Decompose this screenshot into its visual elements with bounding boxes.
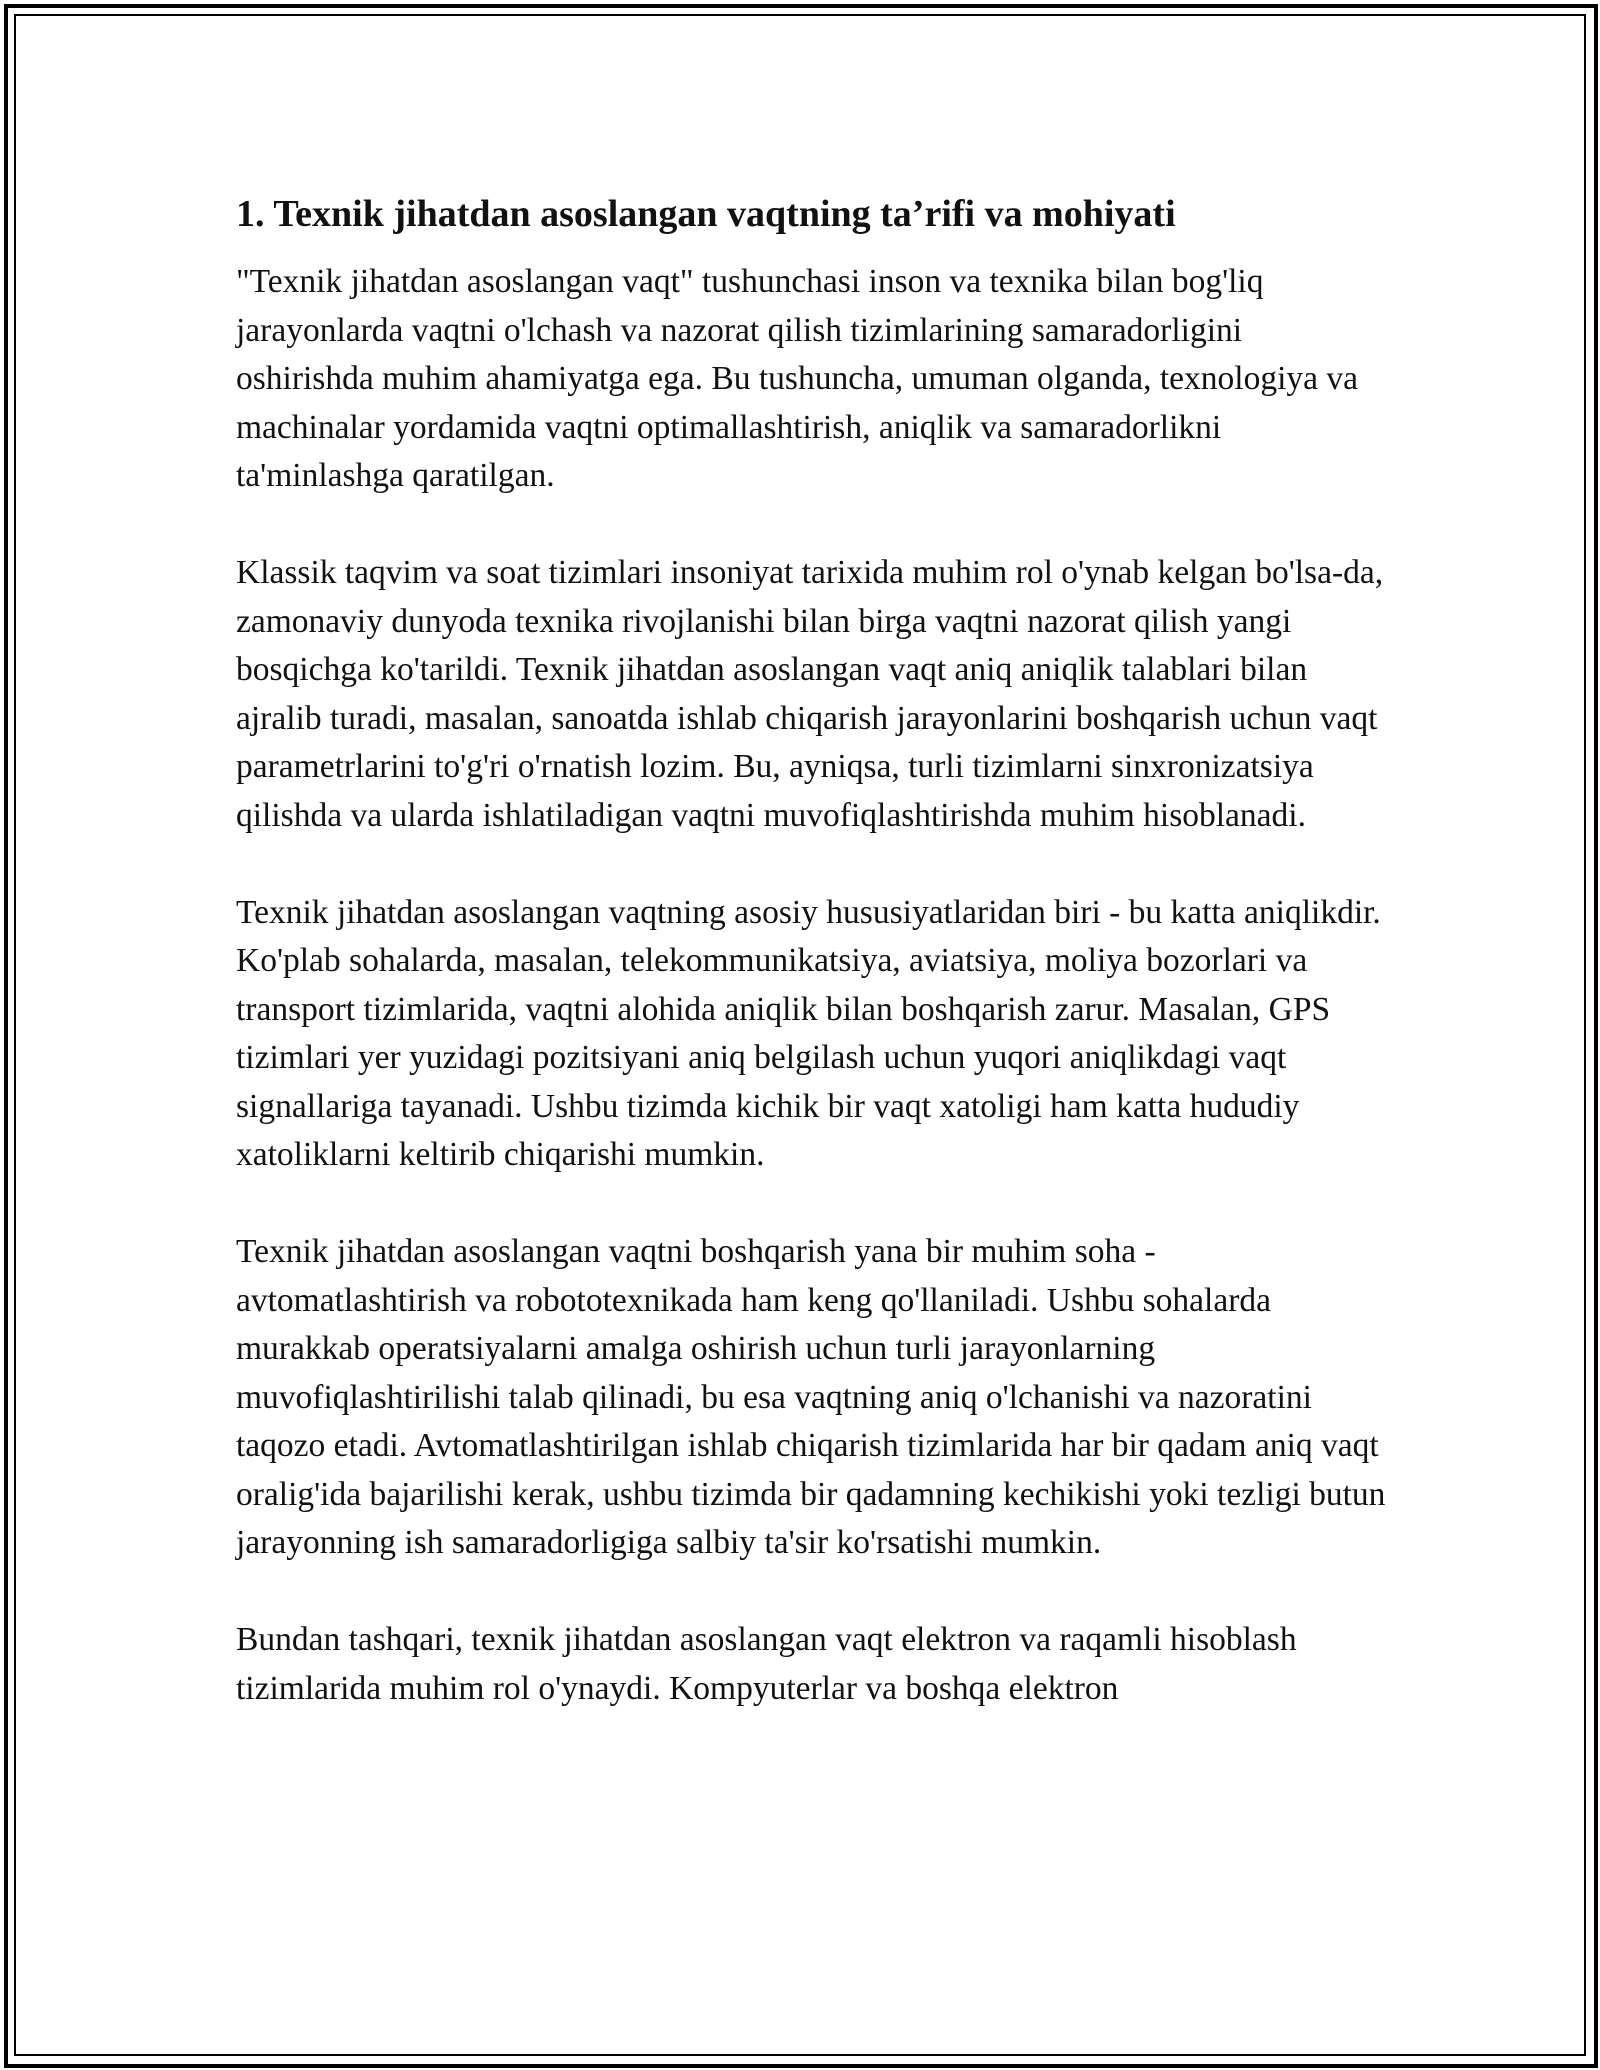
paragraph-4: Texnik jihatdan asoslangan vaqtni boshqarish yana bir muhim soha - avtomatlashtirish va robototexnikada ham keng qo'llaniladi. Ushbu sohalarda murakkab operatsiyalarni amalga oshirish uchun turli jarayonlarning muvofiqlashtirilishi talab qilinadi, bu esa vaqtning aniq o'lchanishi va nazoratini taqozo etadi. Avtomatlashtirilgan ishlab chiqarish tizimlarida har bir qadam aniq vaqt oralig'ida bajarilishi kerak, ushbu tizimda bir qadamning kechikishi yoki tezligi butun jarayonning ish samaradorligiga salbiy ta'sir ko'rsatishi mumkin. [236,1233,1386,1561]
paragraph-2: Klassik taqvim va soat tizimlari insoniyat tarixida muhim rol o'ynab kelgan bo'lsa-da, zamonaviy dunyoda texnika rivojlanishi bilan birga vaqtni nazorat qilish yangi bosqichga ko'tarildi. Texnik jihatdan asoslangan vaqt aniq aniqlik talablari bilan ajralib turadi, masalan, sanoatda ishlab chiqarish jarayonlarini boshqarish uchun vaqt parametrlarini to'g'ri o'rnatish lozim. Bu, ayniqsa, turli tizimlarni sinxronizatsiya qilishda va ularda ishlatiladigan vaqtni muvofiqlashtirishda muhim hisoblanadi. [236,554,1384,834]
paragraph-1: "Texnik jihatdan asoslangan vaqt" tushunchasi inson va texnika bilan bog'liq jarayonlarda vaqtni o'lchash va nazorat qilish tizimlarining samaradorligini oshirishda muhim ahamiyatga ega. Bu tushuncha, umuman olganda, texnologiya va machinalar yordamida vaqtni optimallashtirish, aniqlik va samaradorlikni ta'minlashga qaratilgan. [236,263,1359,494]
paragraph-3: Texnik jihatdan asoslangan vaqtning asosiy hususiyatlaridan biri - bu katta aniqlikdir. Ko'plab sohalarda, masalan, telekommunikatsiya, aviatsiya, moliya bozorlari va transport tizimlarida, vaqtni alohida aniqlik bilan boshqarish zarur. Masalan, GPS tizimlari yer yuzidagi pozitsiyani aniq belgilash uchun yuqori aniqlikdagi vaqt signallariga tayanadi. Ushbu tizimda kichik bir vaqt xatoligi ham katta hududiy xatoliklarni keltirib chiqarishi mumkin. [236,893,1381,1173]
section-heading: 1. Texnik jihatdan asoslangan vaqtning ta’rifi va mohiyati [236,193,1176,235]
document-body [236,190,1386,1713]
paragraph-5: Bundan tashqari, texnik jihatdan asoslangan vaqt elektron va raqamli hisoblash tizimlarida muhim rol o'ynaydi. Kompyuterlar va boshqa elektron [236,1621,1297,1707]
